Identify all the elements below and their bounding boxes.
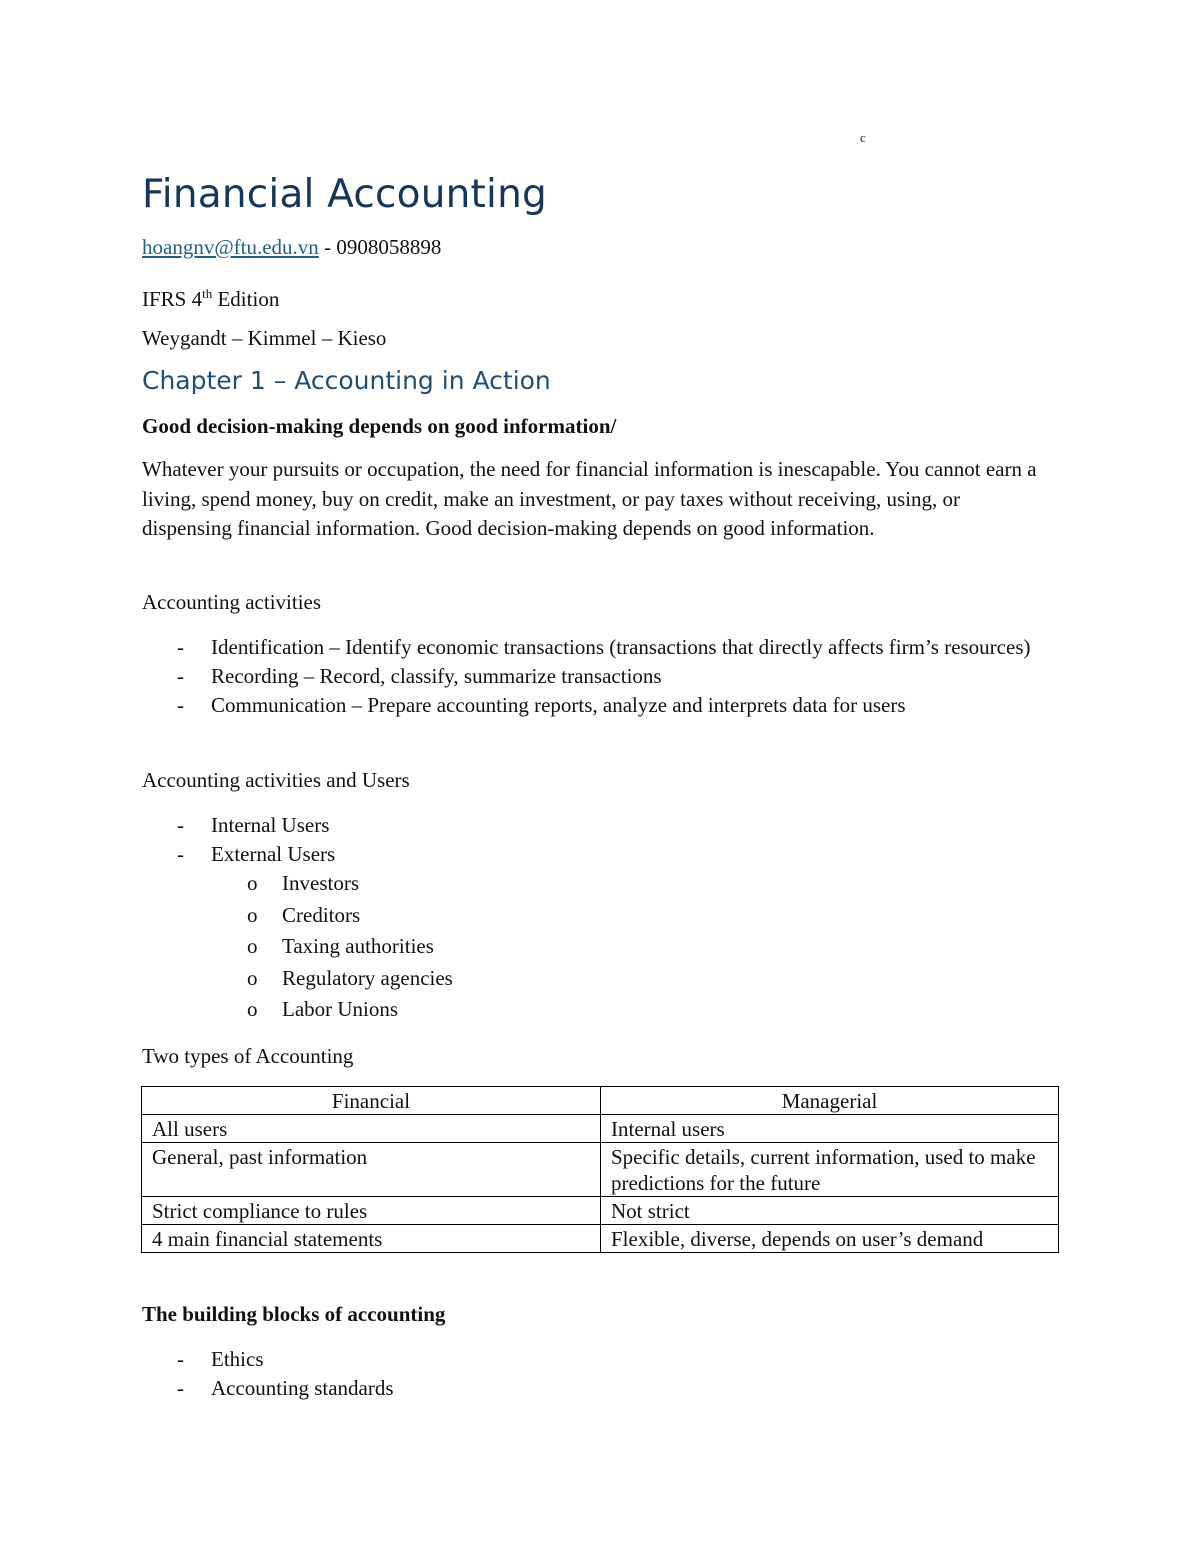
- list-item: [142, 1345, 1042, 1374]
- circle-bullet: o: [247, 871, 258, 895]
- dash-bullet: -: [177, 635, 184, 659]
- table-cell: Internal users: [601, 1115, 1059, 1143]
- activity-identification: Identification – Identify economic transactions (transactions that directly affects firm’s resources): [211, 635, 1031, 659]
- document-title: Financial Accounting: [142, 172, 547, 217]
- edition-superscript: th: [202, 286, 213, 301]
- users-list: [142, 811, 1042, 869]
- dash-bullet: -: [177, 842, 184, 866]
- authors-line: Weygandt – Kimmel – Kieso: [142, 326, 387, 350]
- dash-bullet: -: [177, 1347, 184, 1371]
- list-item: [142, 931, 1042, 963]
- table-header-row: [142, 1087, 1059, 1115]
- table-row: [142, 1115, 1059, 1143]
- circle-bullet: o: [247, 934, 258, 958]
- circle-bullet: o: [247, 965, 258, 990]
- list-item: [142, 994, 1042, 1026]
- dash-bullet: -: [177, 664, 184, 688]
- list-item: [142, 868, 1042, 900]
- edition-line: [142, 279, 279, 314]
- table-row: [142, 1197, 1059, 1225]
- accounting-types-table: [141, 1086, 1059, 1253]
- list-item: [142, 963, 1042, 995]
- external-user-creditors: Creditors: [282, 902, 361, 927]
- dash-bullet: -: [177, 693, 184, 717]
- external-user-investors: Investors: [282, 871, 359, 895]
- table-row: [142, 1143, 1059, 1197]
- external-user-regulatory: Regulatory agencies: [282, 965, 453, 990]
- table-cell: Not strict: [601, 1197, 1059, 1225]
- activities-label: Accounting activities: [142, 590, 322, 614]
- external-users-sublist: [142, 868, 1042, 1026]
- external-users: External Users: [211, 842, 336, 866]
- external-user-unions: Labor Unions: [282, 997, 399, 1021]
- list-item: [142, 900, 1042, 932]
- circle-bullet: o: [247, 902, 258, 927]
- block-ethics: Ethics: [211, 1347, 264, 1371]
- phone-number: 0908058898: [336, 235, 442, 259]
- header-managerial: Managerial: [601, 1087, 1059, 1115]
- list-item: [142, 662, 1042, 691]
- activities-list: [142, 633, 1042, 720]
- edition-prefix: IFRS 4: [142, 287, 203, 311]
- bold-heading-decision-making: Good decision-making depends on good information/: [142, 414, 617, 438]
- table-cell: Flexible, diverse, depends on user’s demand: [601, 1225, 1059, 1253]
- table-cell: General, past information: [142, 1143, 601, 1197]
- corner-mark: c: [860, 130, 866, 145]
- types-label: Two types of Accounting: [142, 1044, 354, 1068]
- intro-paragraph: Whatever your pursuits or occupation, the need for financial information is inescapable. You cannot earn a living, spend money, buy on credit, make an investment, or pay taxes without receiving, using, or dispensing financial information. Good decision-making depends on good information.: [142, 457, 1037, 540]
- list-item: [142, 691, 1042, 720]
- dash-bullet: -: [177, 813, 184, 837]
- contact-separator: -: [318, 235, 337, 259]
- chapter-heading: Chapter 1 – Accounting in Action: [142, 366, 551, 395]
- activity-recording: Recording – Record, classify, summarize transactions: [211, 664, 662, 688]
- list-item: [142, 633, 1042, 662]
- users-label: Accounting activities and Users: [142, 768, 410, 792]
- header-financial: Financial: [142, 1087, 601, 1115]
- list-item: [142, 1374, 1042, 1403]
- circle-bullet: o: [247, 997, 258, 1021]
- table-cell: Strict compliance to rules: [142, 1197, 601, 1225]
- table-cell: Specific details, current information, used to make predictions for the future: [601, 1143, 1059, 1197]
- dash-bullet: -: [177, 1376, 184, 1400]
- building-blocks-list: [142, 1345, 1042, 1403]
- block-standards: Accounting standards: [211, 1376, 394, 1400]
- email-link[interactable]: hoangnv@ftu.edu.vn: [142, 235, 319, 259]
- table-cell: 4 main financial statements: [142, 1225, 601, 1253]
- activity-communication: Communication – Prepare accounting reports, analyze and interprets data for users: [211, 693, 906, 717]
- contact-line: [142, 233, 441, 262]
- list-item: [142, 811, 1042, 840]
- external-user-taxing: Taxing authorities: [282, 934, 434, 958]
- internal-users: Internal Users: [211, 813, 330, 837]
- edition-suffix: Edition: [212, 287, 280, 311]
- bold-heading-building-blocks: The building blocks of accounting: [142, 1302, 446, 1326]
- list-item: [142, 840, 1042, 869]
- table-cell: All users: [142, 1115, 601, 1143]
- table-row: [142, 1225, 1059, 1253]
